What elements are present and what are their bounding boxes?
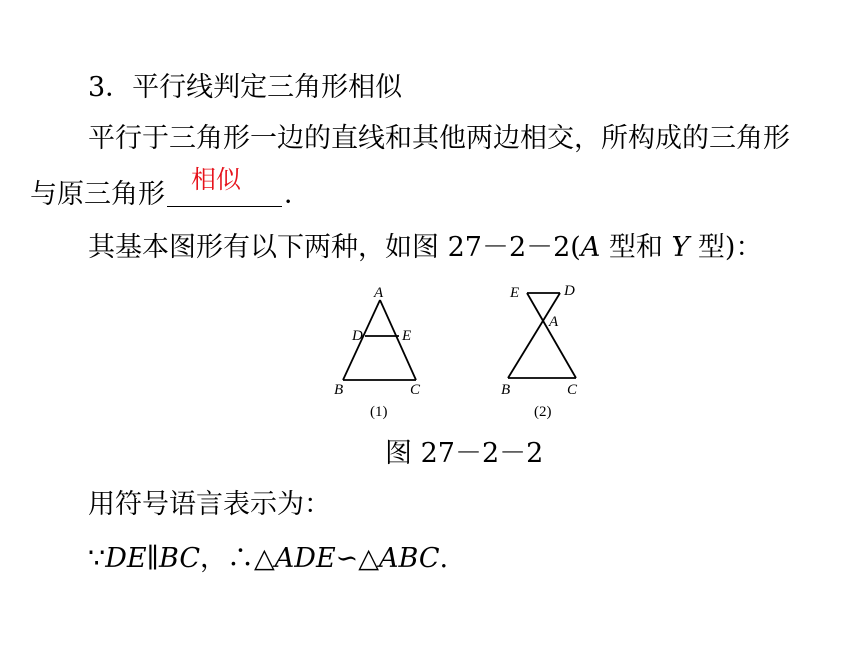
fig2-caption: (2) (534, 404, 552, 420)
symbolic-statement (88, 541, 448, 577)
answer-text: 相似 (191, 165, 242, 194)
fig2-label-d: D (564, 283, 575, 299)
figure-a-type (334, 285, 421, 420)
fig1-label-b: B (334, 382, 344, 398)
fig2-label-a: A (549, 314, 559, 330)
statement-prefix: 与原三角形 (30, 179, 165, 210)
figure-intro (88, 230, 762, 266)
because-expression: DE∥BC (105, 543, 201, 574)
statement-line-1 (88, 121, 790, 157)
symbol-intro (88, 487, 331, 523)
figure-caption (385, 436, 543, 472)
statement-text-1: 平行于三角形一边的直线和其他两边相交，所构成的三角形 (88, 123, 790, 154)
comma: ， (200, 543, 228, 574)
because-symbol: ∵ (88, 543, 106, 574)
fig1-caption: (1) (370, 404, 388, 420)
statement-suffix: ． (284, 179, 311, 210)
intro-y-letter: Y (671, 232, 690, 263)
intro-prefix: 其基本图形有以下两种，如图 27－2－2( (88, 232, 581, 263)
therefore-symbol: ∴ (227, 543, 255, 574)
fig1-label-e: E (402, 328, 412, 344)
fig2-label-e: E (510, 285, 520, 301)
section-heading (88, 70, 402, 106)
statement-line-2 (30, 165, 311, 213)
intro-suffix: 型)： (689, 232, 763, 263)
intro-a-letter: A (580, 232, 601, 263)
intro-mid: 型和 (600, 232, 672, 263)
figures-svg (320, 278, 600, 428)
figure-caption-text: 图 27－2－2 (385, 438, 544, 469)
fig2-label-c: C (567, 382, 578, 398)
fig1-label-a: A (374, 285, 384, 301)
fig1-label-c: C (410, 382, 421, 398)
geometry-figures (320, 278, 600, 428)
answer-blank (167, 165, 282, 207)
conclusion-expression: △ADE∽△ABC (254, 543, 440, 574)
figure-y-type (501, 283, 578, 420)
conclusion-end: . (439, 543, 449, 574)
fig2-label-b: B (501, 382, 511, 398)
symbol-intro-text: 用符号语言表示为： (88, 489, 331, 520)
fig1-label-d: D (352, 328, 363, 344)
heading-text: 3．平行线判定三角形相似 (88, 72, 403, 103)
